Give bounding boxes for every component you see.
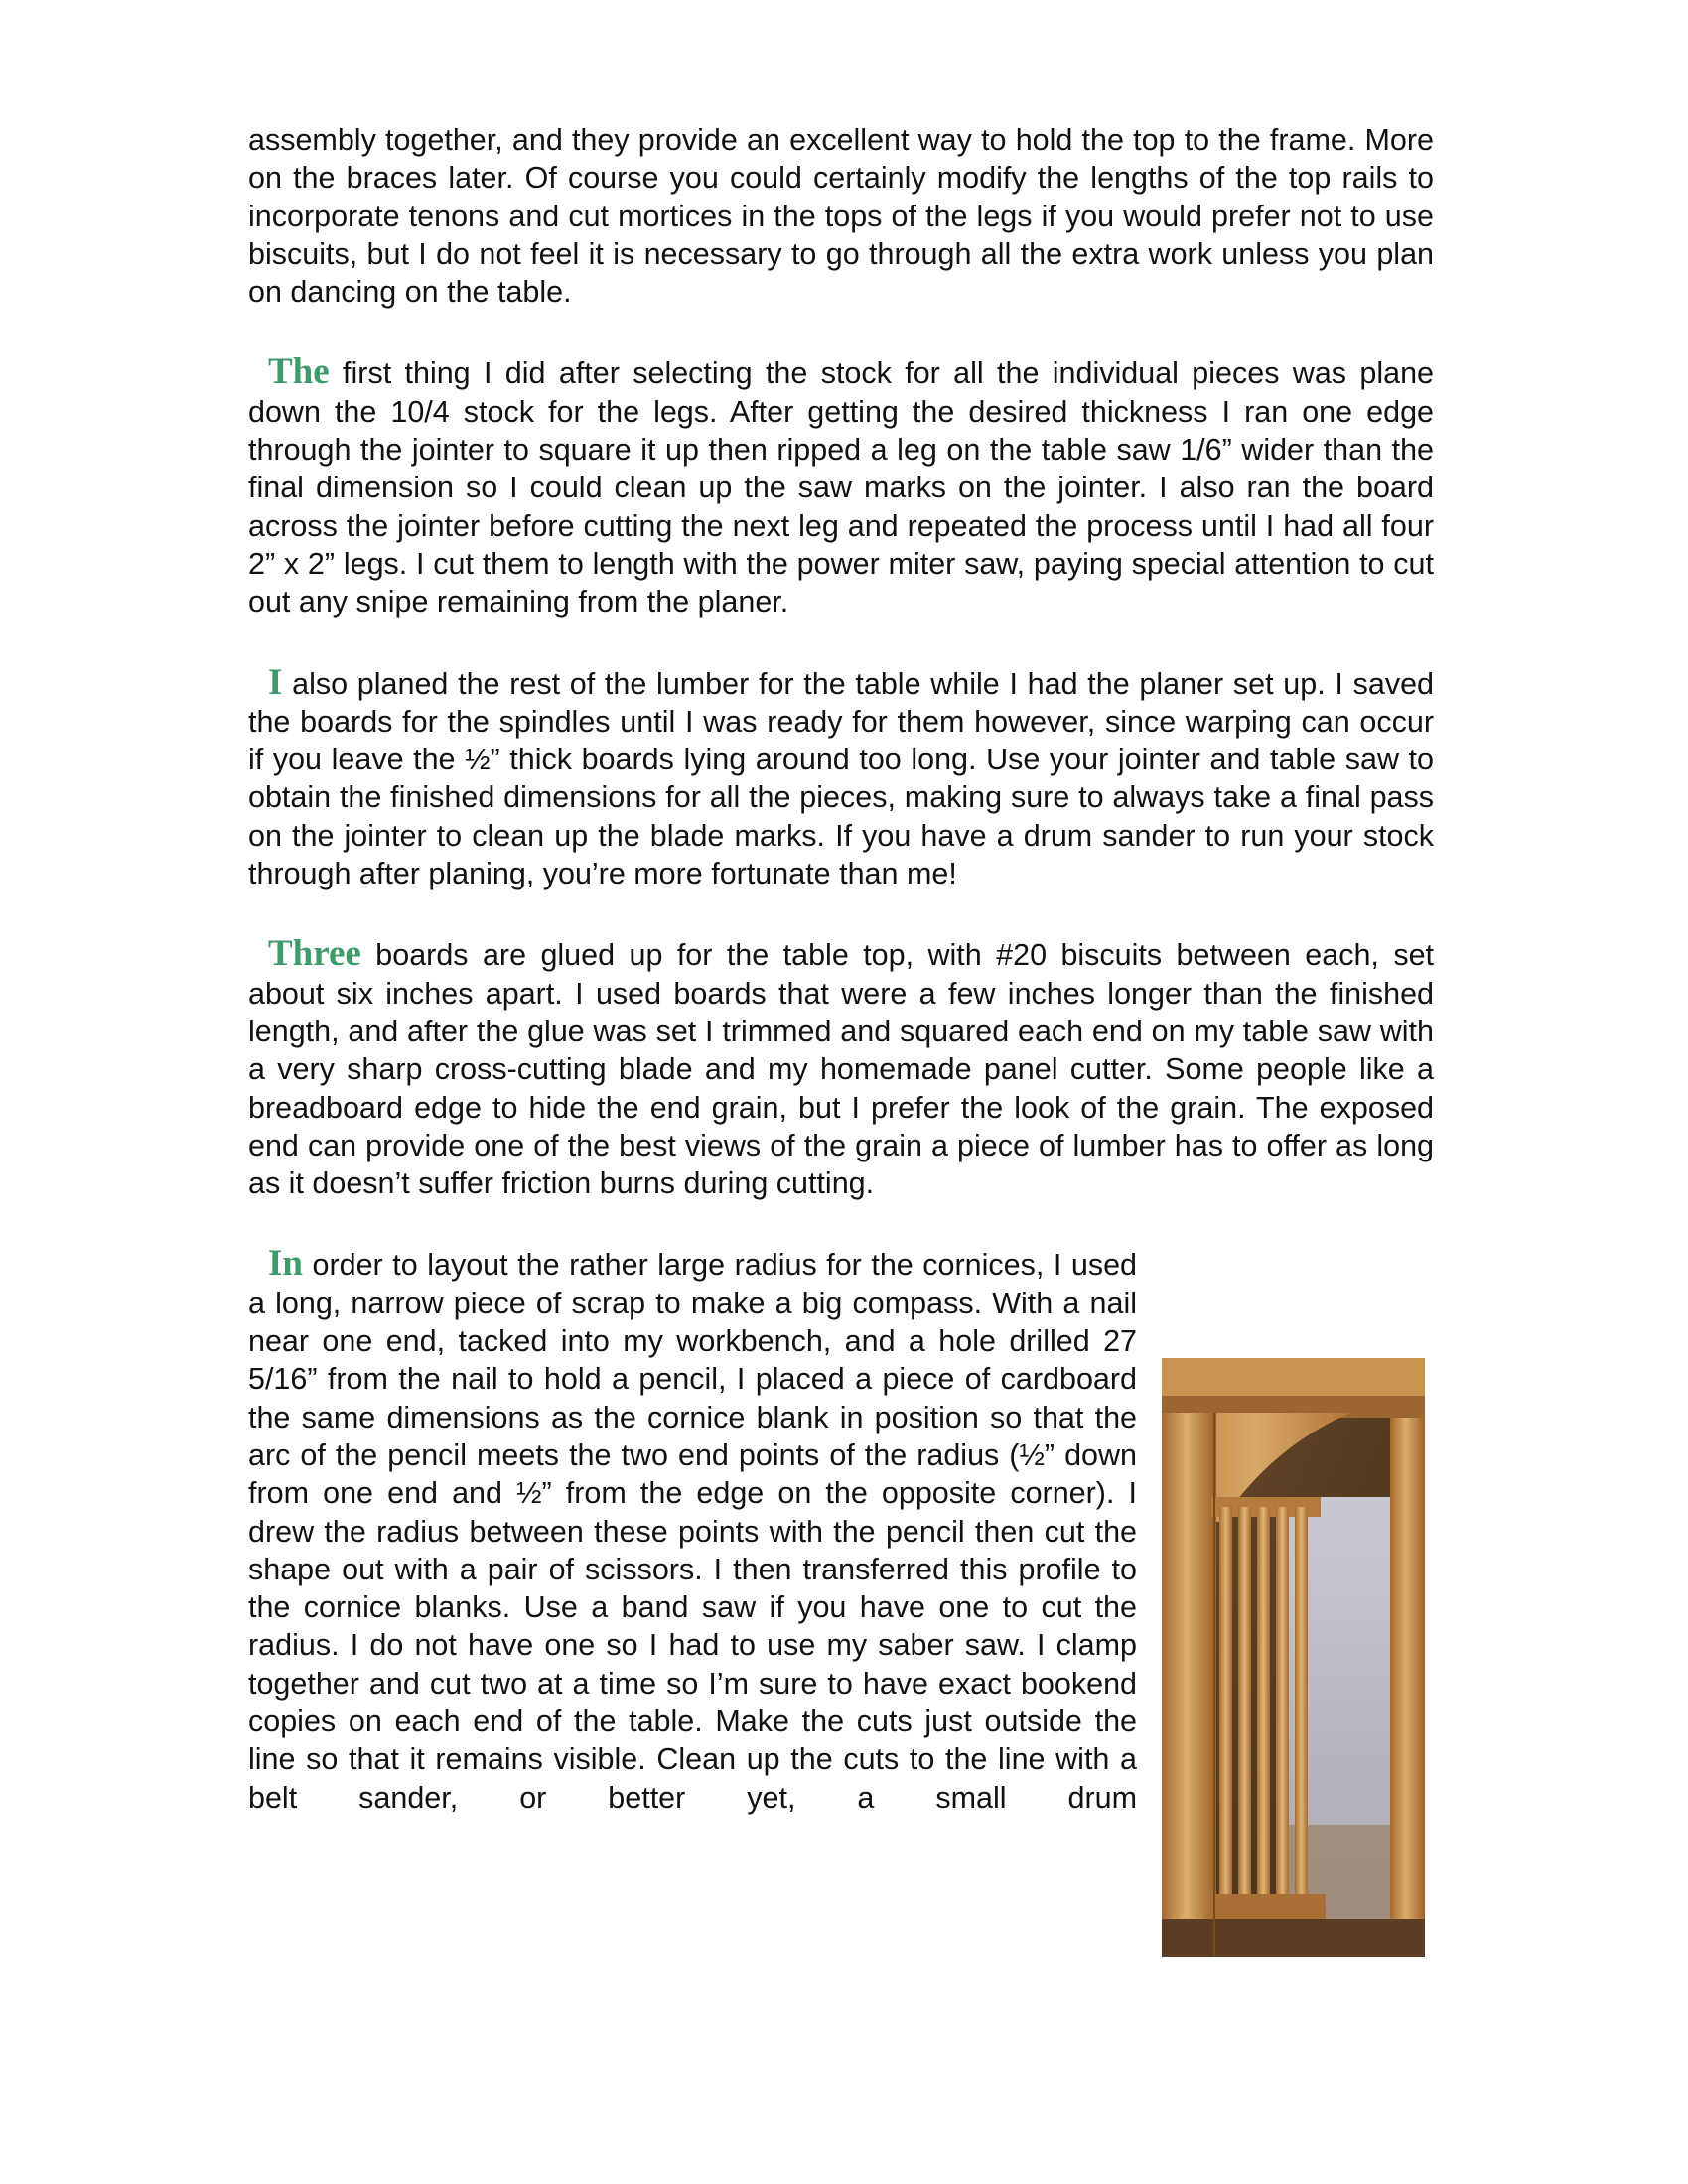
paragraph-assembly (248, 121, 1434, 311)
table-leg-photo (1162, 1358, 1425, 1957)
paragraph-cornices (248, 1245, 1137, 1816)
paragraph-planing (248, 661, 1434, 893)
paragraph-text: also planed the rest of the lumber for the table while I had the planer set up. I saved the boards for the spindles until I was ready for them however, since warping can occur if you leave the ½” thick boards lying around too long. Use your jointer and table saw to obtain the finished dimensions for all the pieces, making sure to always take a final pass on the jointer to clean up the blade marks. If you have a drum sander to run your stock through after planing, you’re more fortunate than me! (248, 666, 1434, 891)
paragraph-legs (248, 353, 1434, 620)
paragraph-text: boards are glued up for the table top, with #20 biscuits between each, set about six inches apart. I used boards that were a few inches longer than the finished length, and after the glue was set I trimmed and squared each end on my table saw with a very sharp cross-cutting blade and my homemade panel cutter. Some people like a breadboard edge to hide the end grain, but I prefer the look of the grain. The exposed end can provide one of the best views of the grain a piece of lumber has to offer as long as it doesn’t suffer friction burns during cutting. (248, 938, 1434, 1201)
paragraph-lead-word: Three (268, 933, 361, 975)
paragraph-text: first thing I did after selecting the stock for all the individual pieces was plane down the 10/4 stock for the legs. After getting the desired thickness I ran one edge through the jointer to square it up then ripped a leg on the table saw 1/6” wider than the final dimension so I could clean up the saw marks on the jointer. I also ran the board across the jointer before cutting the next leg and repeated the process until I had all four 2” x 2” legs. I cut them to length with the power miter saw, paying special attention to cut out any snipe remaining from the planer. (248, 356, 1434, 619)
paragraph-lead-word: The (268, 351, 330, 393)
table-leg-photo-illustration (1162, 1358, 1425, 1957)
paragraph-lead-word: In (268, 1243, 303, 1285)
paragraph-table-top (248, 935, 1434, 1202)
paragraph-text: assembly together, and they provide an excellent way to hold the top to the frame. More on the braces later. Of course you could certainly modify the lengths of the top rails to incorporate tenons and cut mortices in the tops of the legs if you would prefer not to use biscuits, but I do not feel it is necessary to go through all the extra work unless you plan on dancing on the table. (248, 123, 1434, 310)
paragraph-lead-word: I (268, 661, 283, 703)
paragraph-text: order to layout the rather large radius for the cornices, I used a long, narrow piece of scrap to make a big compass. With a nail near one end, tacked into my workbench, and a hole drilled 27 5/16” from the nail to hold a pencil, I placed a piece of cardboard the same dimensions as the cornice blank in position so that the arc of the pencil meets the two end points of the radius (½” down from one end and ½” from the edge on the opposite corner). I drew the radius between these points with the pencil then cut the shape out with a pair of scissors. I then transferred this profile to the cornice blanks. Use a band saw if you have one to cut the radius. I do not have one so I had to use my saber saw. I clamp together and cut two at a time so I’m sure to have exact bookend copies on each end of the table. Make the cuts just outside the line so that it remains visible. Clean up the cuts to the line with a belt sander, or better yet, a small drum (248, 1248, 1137, 1815)
